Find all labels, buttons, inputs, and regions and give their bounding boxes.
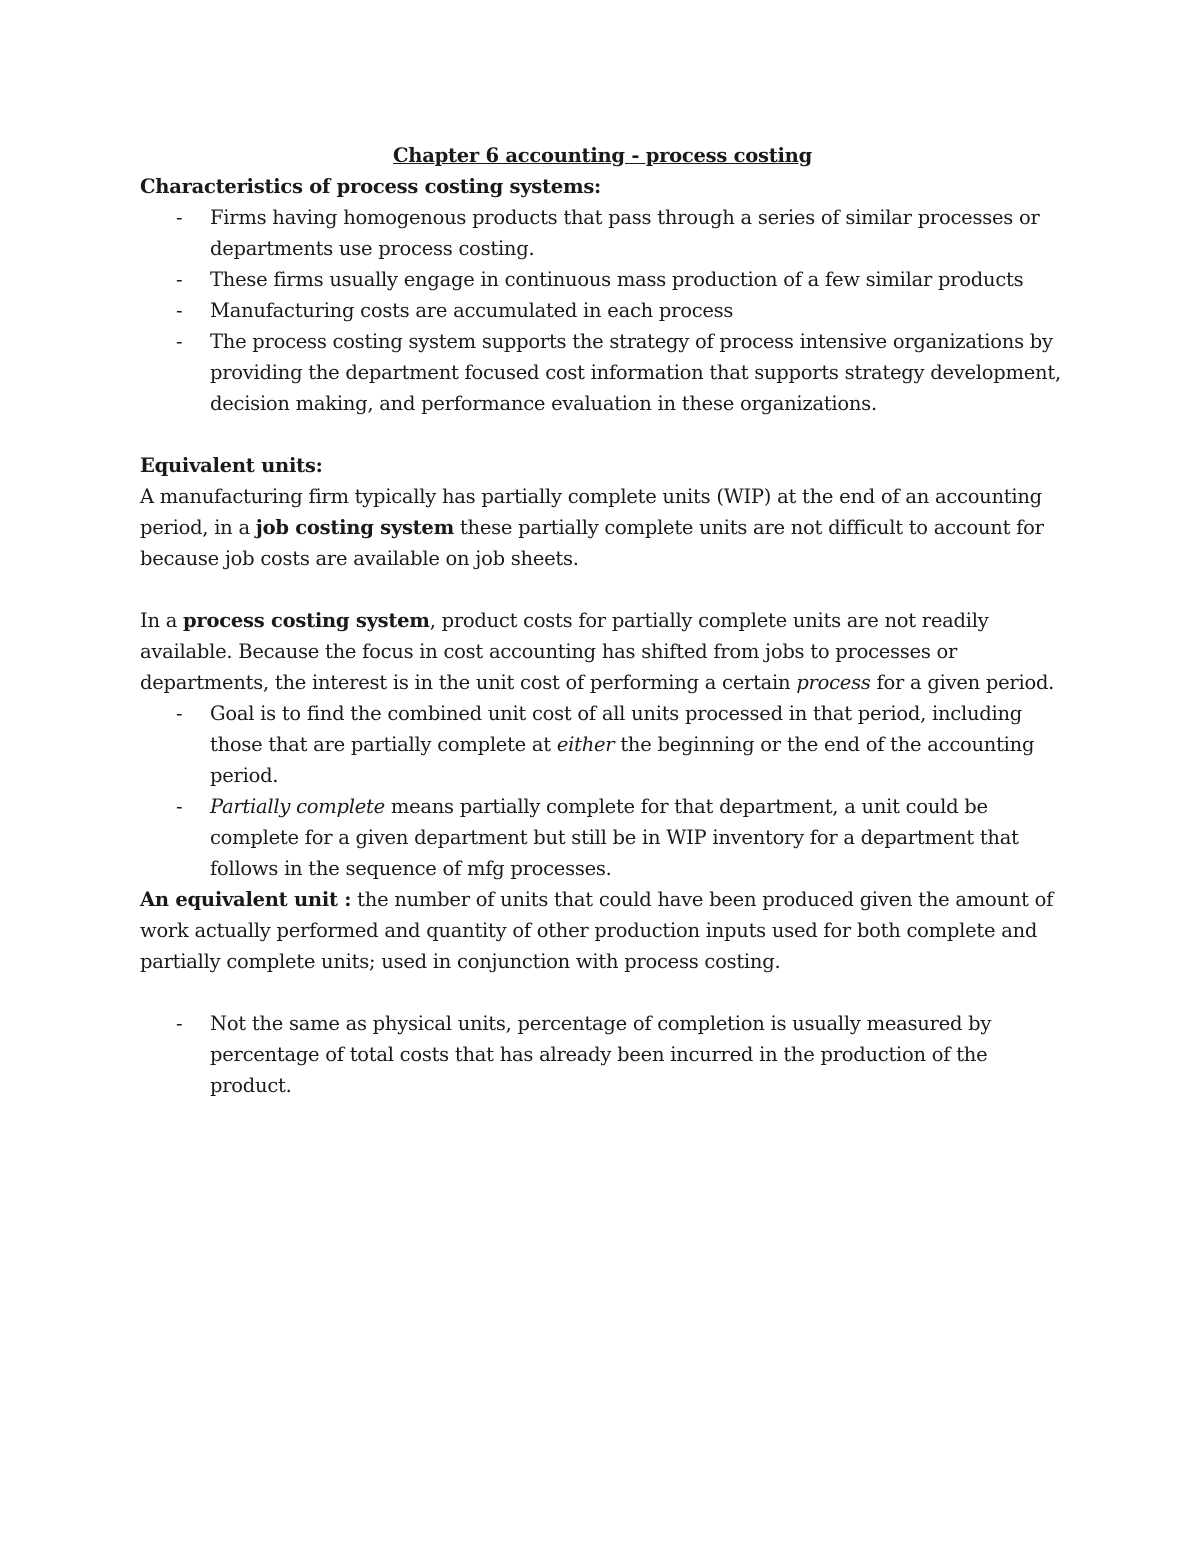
document-page: [140, 140, 1065, 1101]
list-item: [140, 1008, 1065, 1101]
list-item-text: Firms having homogenous products that pass through a series of similar processes or departments use process costing.: [210, 206, 1040, 260]
paragraph-text: these partially complete units are not difficult to account for because job costs are available on job sheets.: [140, 516, 1044, 570]
list-item: [140, 791, 1065, 884]
list-item: [140, 202, 1065, 264]
equivalent-units-heading: Equivalent units:: [140, 454, 323, 477]
list-item-text: Goal is to find the combined unit cost of all units processed in that period, including those that are partially complete at: [210, 702, 1023, 756]
list-item: [140, 326, 1065, 419]
dash-bullet: -: [176, 330, 183, 353]
process-costing-list: [140, 698, 1065, 884]
characteristics-list: [140, 202, 1065, 419]
italic-term: process: [796, 671, 871, 694]
job-costing-paragraph: [140, 481, 1065, 574]
dash-bullet: -: [176, 299, 183, 322]
process-costing-paragraph: [140, 605, 1065, 698]
paragraph-text: , product costs for partially complete units are not readily available. Because the focus in cost accounting has shifted from jobs to processes or departments, the interest is in the unit cost of performing a certain: [140, 609, 989, 694]
equivalent-unit-list: [140, 1008, 1065, 1101]
spacer: [140, 419, 1065, 450]
list-item-text: Not the same as physical units, percentage of completion is usually measured by percentage of total costs that has already been incurred in the production of the product.: [210, 1012, 992, 1097]
dash-bullet: -: [176, 206, 183, 229]
list-item: [140, 698, 1065, 791]
paragraph-text: the number of units that could have been produced given the amount of work actually performed and quantity of other production inputs used for both complete and partially complete units; used in conjunction with process costing.: [140, 888, 1054, 973]
paragraph-text: In a: [140, 609, 184, 632]
dash-bullet: -: [176, 268, 183, 291]
italic-term: Partially complete: [210, 795, 385, 818]
document-title: Chapter 6 accounting - process costing: [393, 144, 812, 167]
dash-bullet: -: [176, 795, 183, 818]
bold-term: An equivalent unit :: [140, 888, 352, 911]
dash-bullet: -: [176, 702, 183, 725]
spacer: [140, 574, 1065, 605]
list-item-text: Manufacturing costs are accumulated in each process: [210, 299, 734, 322]
list-item: [140, 295, 1065, 326]
list-item-text: These firms usually engage in continuous mass production of a few similar products: [210, 268, 1024, 291]
paragraph-text: A manufacturing firm typically has partially complete units (WIP) at the end of an accounting period, in a: [140, 485, 1042, 539]
list-item-text: means partially complete for that department, a unit could be complete for a given department but still be in WIP inventory for a department that follows in the sequence of mfg processes.: [210, 795, 1019, 880]
list-item-text: the beginning or the end of the accounting period.: [210, 733, 1035, 787]
dash-bullet: -: [176, 1012, 183, 1035]
italic-term: either: [556, 733, 615, 756]
bold-term: job costing system: [255, 516, 454, 539]
equivalent-unit-definition: [140, 884, 1065, 977]
characteristics-heading: Characteristics of process costing systems:: [140, 175, 602, 198]
paragraph-text: for a given period.: [870, 671, 1055, 694]
spacer: [140, 977, 1065, 1008]
list-item: [140, 264, 1065, 295]
bold-term: process costing system: [183, 609, 430, 632]
list-item-text: The process costing system supports the strategy of process intensive organizations by providing the department focused cost information that supports strategy development, decision making, and performance evaluation in these organizations.: [210, 330, 1061, 415]
